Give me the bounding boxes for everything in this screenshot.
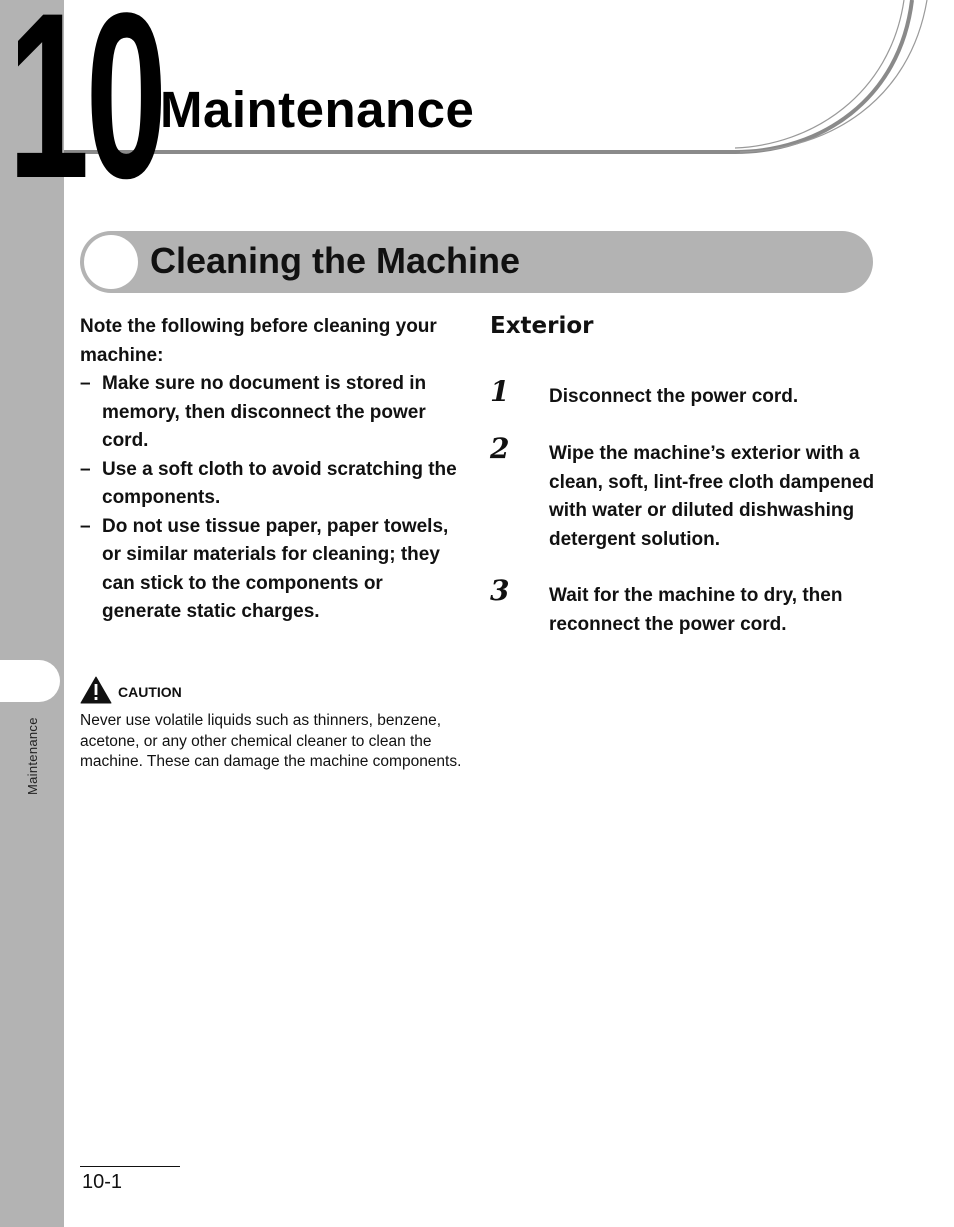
sidebar-chapter-tab: [0, 660, 60, 702]
warning-triangle-icon: [80, 676, 112, 704]
exterior-heading: Exterior: [490, 313, 594, 339]
list-item-text: Use a soft cloth to avoid scratching the components.: [102, 458, 457, 508]
step-number: 3: [490, 574, 510, 607]
step-number: 2: [490, 432, 510, 465]
step-text: Wipe the machine’s exterior with a clean, soft, lint-free cloth dampened with water or diluted dishwashing detergent solution.: [549, 443, 875, 550]
step-text: Wait for the machine to dry, then reconnect the power cord.: [549, 585, 843, 635]
dash-bullet: –: [80, 458, 91, 480]
list-item: [80, 513, 465, 627]
section-bullet-icon: [84, 235, 138, 289]
step-text: Disconnect the power cord.: [549, 386, 799, 407]
chapter-title: Maintenance: [160, 81, 475, 138]
list-item-text: Make sure no document is stored in memory, then disconnect the power cord.: [102, 373, 427, 451]
footer-rule: [80, 1166, 180, 1167]
list-item: [80, 370, 465, 456]
notes-list: [80, 370, 465, 627]
caution-text: Never use volatile liquids such as thinners, benzene, acetone, or any other chemical cleaner to clean the machine. These can damage the machine components.: [80, 712, 462, 770]
list-item: [80, 456, 465, 513]
dash-bullet: –: [80, 373, 91, 394]
page-number: 10-1: [82, 1171, 123, 1193]
notes-intro: Note the following before cleaning your machine:: [80, 316, 437, 366]
section-title: Cleaning the Machine: [150, 240, 521, 281]
sidebar-label-text: Maintenance: [25, 717, 40, 795]
step-number: 1: [490, 375, 510, 408]
list-item-text: Do not use tissue paper, paper towels, or similar materials for cleaning; they can stick to the components or generate static charges.: [102, 515, 449, 622]
caution-label: CAUTION: [118, 684, 182, 700]
cleaning-notes: [80, 313, 465, 627]
dash-bullet: –: [80, 515, 91, 537]
chapter-number: 10: [8, 0, 164, 228]
